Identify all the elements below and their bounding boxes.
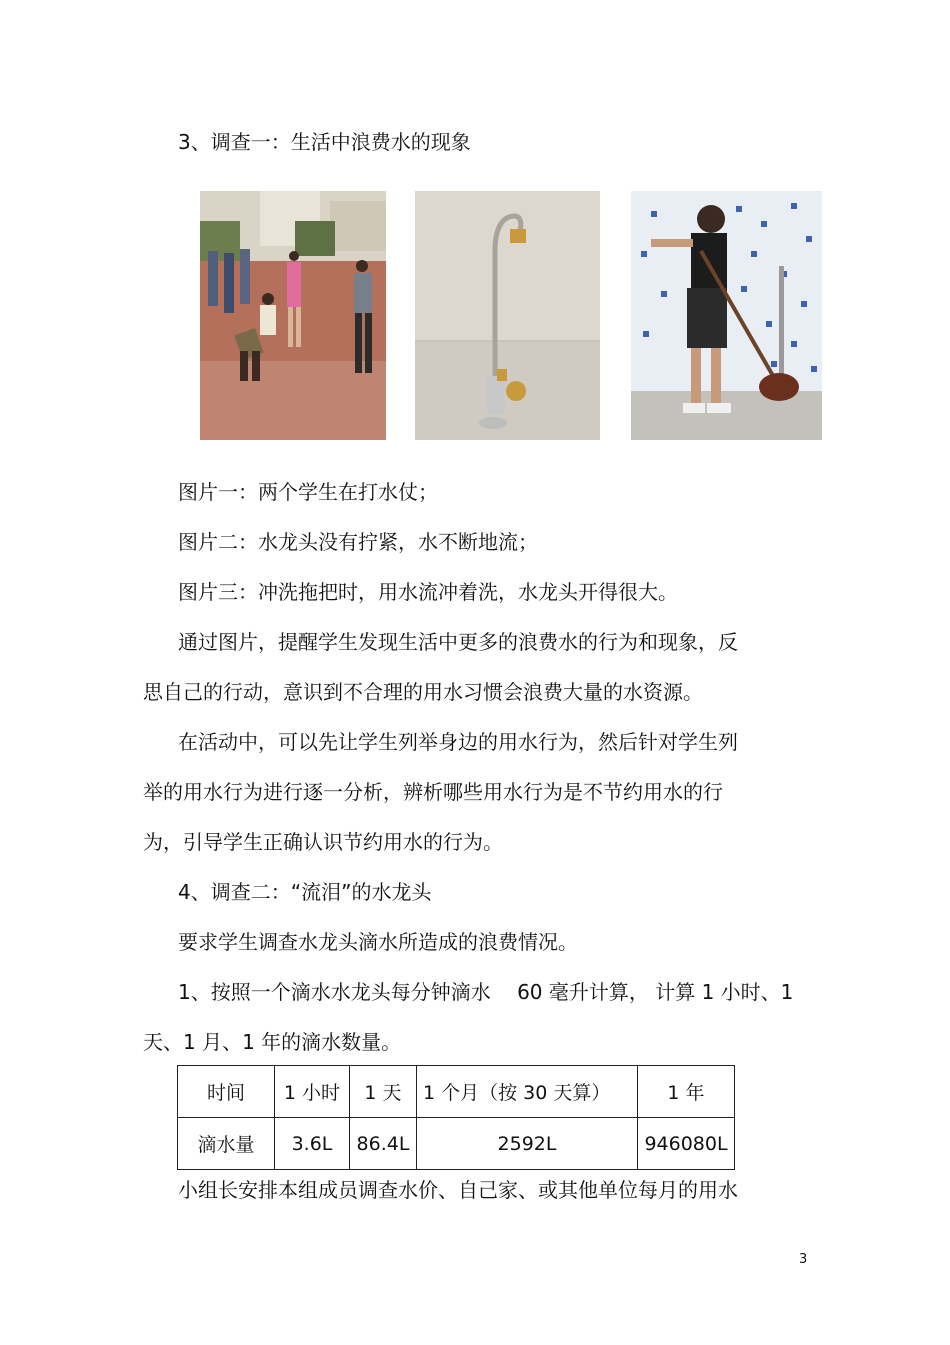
- photo-students-water-fight: [200, 191, 386, 440]
- photo-dripping-faucet: [415, 191, 600, 440]
- photo-boy-washing-mop: [631, 191, 822, 440]
- table-cell: 1 年: [638, 1066, 735, 1118]
- paragraph-2-line-2: 举的用水行为进行逐一分析，辨析哪些用水行为是不节约用水的行: [143, 780, 723, 804]
- table-cell: 1 天: [350, 1066, 417, 1118]
- paragraph-4-line-2: 天、1 月、1 年的滴水数量。: [143, 1030, 402, 1054]
- table-cell: 2592L: [417, 1118, 638, 1170]
- drip-volume-table: [177, 1065, 735, 1170]
- table-row: [178, 1118, 735, 1170]
- caption-3: 图片三：冲洗拖把时，用水流冲着洗，水龙头开得很大。: [178, 580, 678, 604]
- paragraph-2-line-1: 在活动中，可以先让学生列举身边的用水行为，然后针对学生列: [178, 730, 738, 754]
- page-number: 3: [799, 1252, 808, 1267]
- paragraph-1-line-1: 通过图片，提醒学生发现生活中更多的浪费水的行为和现象，反: [178, 630, 738, 654]
- table-cell: 86.4L: [350, 1118, 417, 1170]
- table-cell: 1 小时: [275, 1066, 350, 1118]
- paragraph-5: 小组长安排本组成员调查水价、自己家、或其他单位每月的用水: [178, 1178, 738, 1202]
- table-cell: 滴水量: [178, 1118, 275, 1170]
- table-cell: 1 个月（按 30 天算）: [417, 1066, 638, 1118]
- table-cell: 时间: [178, 1066, 275, 1118]
- table-header-row: [178, 1066, 735, 1118]
- caption-2: 图片二：水龙头没有拧紧，水不断地流；: [178, 530, 538, 554]
- caption-1: 图片一：两个学生在打水仗；: [178, 480, 438, 504]
- paragraph-2-line-3: 为，引导学生正确认识节约用水的行为。: [143, 830, 503, 854]
- table-cell: 946080L: [638, 1118, 735, 1170]
- section-heading-4: 4、调查二：“流泪”的水龙头: [178, 880, 432, 904]
- paragraph-1-line-2: 思自己的行动，意识到不合理的用水习惯会浪费大量的水资源。: [143, 680, 703, 704]
- paragraph-3: 要求学生调查水龙头滴水所造成的浪费情况。: [178, 930, 578, 954]
- table-cell: 3.6L: [275, 1118, 350, 1170]
- section-heading-3: 3、调查一：生活中浪费水的现象: [178, 130, 471, 154]
- paragraph-4-line-1: 1、按照一个滴水水龙头每分钟滴水 60 毫升计算， 计算 1 小时、1: [178, 980, 794, 1004]
